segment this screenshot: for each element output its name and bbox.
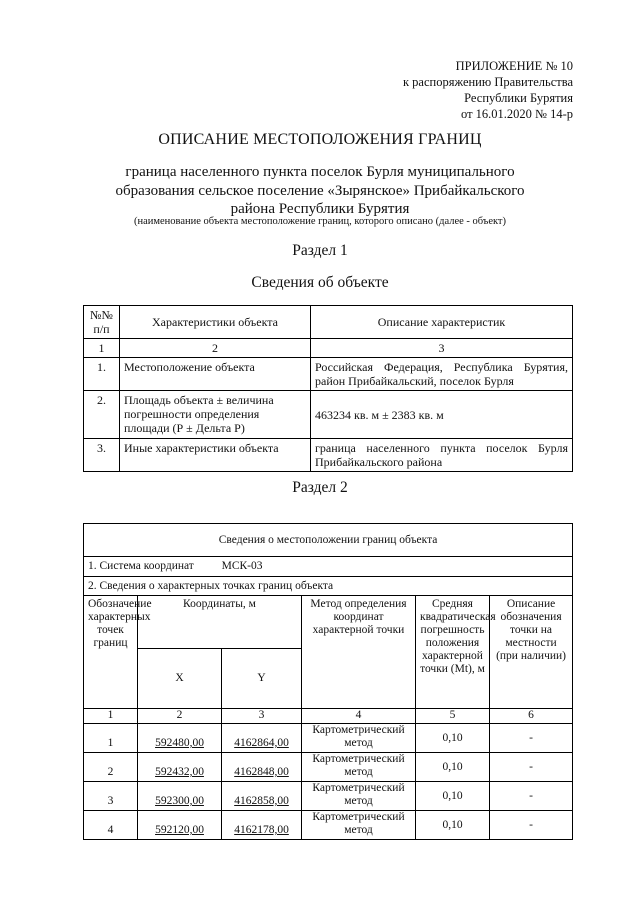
header-mt: Средняя квадратическая погрешность положения характерной точки (Mt), м <box>416 596 490 709</box>
point-mt: 0,10 <box>416 811 490 840</box>
point-mt: 0,10 <box>416 782 490 811</box>
row-description <box>311 439 573 472</box>
header-y: Y <box>222 649 302 709</box>
col-number: 4 <box>302 709 416 724</box>
section-1-heading: Раздел 1 <box>292 242 348 259</box>
point-method: Картометрический метод <box>302 753 416 782</box>
point-y: 4162178,00 <box>222 811 302 840</box>
point-method: Картометрический метод <box>302 782 416 811</box>
document-subtitle <box>90 163 550 219</box>
header-point-id: Обозначение характерных точек границ <box>84 596 138 709</box>
description-line: район Прибайкальский, поселок Бурля <box>315 374 514 388</box>
header-x: X <box>138 649 222 709</box>
annex-header <box>403 58 573 122</box>
header-characteristic: Характеристики объекта <box>120 306 311 339</box>
subtitle-line-1: граница населенного пункта поселок Бурля муниципального <box>125 164 515 180</box>
point-desc: - <box>490 811 573 840</box>
coord-system-value: МСК-03 <box>221 560 263 572</box>
point-desc: - <box>490 782 573 811</box>
point-id: 2 <box>84 753 138 782</box>
point-x: 592480,00 <box>138 724 222 753</box>
table-row <box>84 358 573 391</box>
row-characteristic: Местоположение объекта <box>120 358 311 391</box>
section-2-heading: Раздел 2 <box>292 479 348 496</box>
col-number: 2 <box>120 339 311 358</box>
annex-line-2: к распоряжению Правительства <box>402 75 573 89</box>
description-line: Прибайкальского района <box>315 455 443 469</box>
object-info-table <box>83 305 573 472</box>
subtitle-note: (наименование объекта местоположение границ, которого описано (далее - объект) <box>133 216 507 227</box>
col-number: 2 <box>138 709 222 724</box>
table-header-row <box>84 306 573 339</box>
point-x: 592120,00 <box>138 811 222 840</box>
row-description <box>311 358 573 391</box>
point-method: Картометрический метод <box>302 811 416 840</box>
point-y: 4162848,00 <box>222 753 302 782</box>
subtitle-line-2: образования сельское поселение «Зырянское» Прибайкальского <box>115 182 525 199</box>
col-number: 6 <box>490 709 573 724</box>
header-description: Описание характеристик <box>311 306 573 339</box>
col-number: 1 <box>84 339 120 358</box>
points-label: 2. Сведения о характерных точках границ объекта <box>84 577 573 596</box>
boundary-points-table <box>83 523 573 840</box>
description-line: 463234 кв. м ± 2383 кв. м <box>315 407 444 422</box>
row-number: 2. <box>84 391 120 439</box>
point-mt: 0,10 <box>416 724 490 753</box>
description-line: Российская Федерация, Республика Бурятия, <box>315 360 568 374</box>
point-y: 4162864,00 <box>222 724 302 753</box>
table-title: Сведения о местоположении границ объекта <box>84 524 573 557</box>
point-x: 592432,00 <box>138 753 222 782</box>
column-number-row <box>84 709 573 724</box>
table-row <box>84 724 573 753</box>
header-coords: Координаты, м <box>138 596 302 649</box>
header-num: №№ п/п <box>84 306 120 339</box>
point-id: 1 <box>84 724 138 753</box>
table-row <box>84 811 573 840</box>
column-number-row <box>84 339 573 358</box>
description-line: граница населенного пункта поселок Бурля <box>315 441 568 455</box>
point-desc: - <box>490 753 573 782</box>
coord-system-row <box>84 557 573 577</box>
row-description <box>311 391 573 439</box>
annex-line-1: ПРИЛОЖЕНИЕ № 10 <box>455 59 573 73</box>
table-row <box>84 439 573 472</box>
table-header-row <box>84 596 573 649</box>
table-row <box>84 753 573 782</box>
table-row <box>84 391 573 439</box>
col-number: 5 <box>416 709 490 724</box>
header-desc: Описание обозначения точки на местности (при наличии) <box>490 596 573 709</box>
row-number: 3. <box>84 439 120 472</box>
annex-line-3: Республики Бурятия <box>464 91 573 105</box>
section-1-subheading: Сведения об объекте <box>251 274 389 291</box>
row-characteristic: Площадь объекта ± величина погрешности определения площади (Р ± Дельта Р) <box>120 391 311 439</box>
point-mt: 0,10 <box>416 753 490 782</box>
header-method: Метод определения координат характерной точки <box>302 596 416 709</box>
row-characteristic: Иные характеристики объекта <box>120 439 311 472</box>
subtitle-line-3: района Республики Бурятия <box>230 201 410 217</box>
coord-system-cell <box>84 557 573 577</box>
col-number: 3 <box>311 339 573 358</box>
col-number: 1 <box>84 709 138 724</box>
point-id: 4 <box>84 811 138 840</box>
table-row <box>84 782 573 811</box>
document-title: ОПИСАНИЕ МЕСТОПОЛОЖЕНИЯ ГРАНИЦ <box>158 131 482 148</box>
row-number: 1. <box>84 358 120 391</box>
points-label-row <box>84 577 573 596</box>
annex-line-4: от 16.01.2020 № 14-р <box>460 107 573 121</box>
point-y: 4162858,00 <box>222 782 302 811</box>
coord-system-label: 1. Система координат <box>88 560 194 572</box>
point-desc: - <box>490 724 573 753</box>
point-method: Картометрический метод <box>302 724 416 753</box>
point-id: 3 <box>84 782 138 811</box>
table-title-row <box>84 524 573 557</box>
point-x: 592300,00 <box>138 782 222 811</box>
col-number: 3 <box>222 709 302 724</box>
